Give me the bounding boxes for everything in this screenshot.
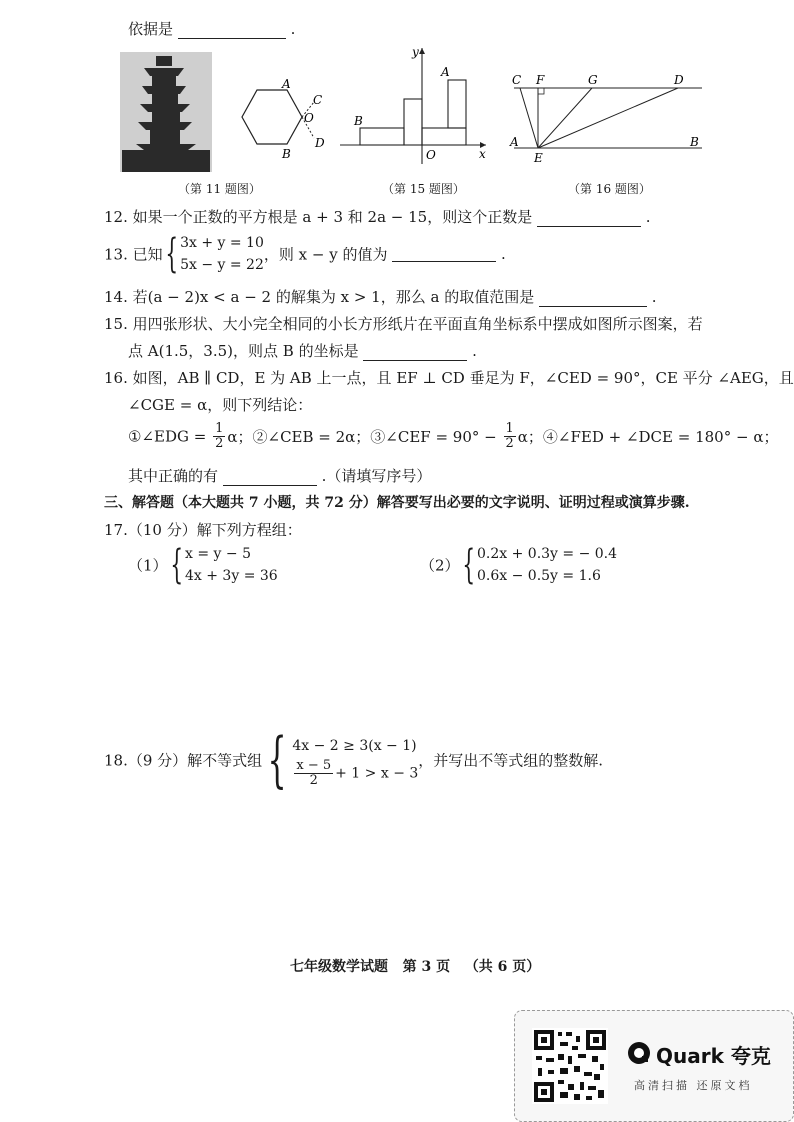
brace-symbol: {: [461, 542, 475, 588]
fig15-label-B: B: [354, 114, 363, 128]
question-16-conclusions: ①∠EDG = $\frac{1}{2}$ α；②∠CEB = 2α；③∠CEF = 90° − $\frac{1}{2}$ α；④∠FED + ∠DCE = 180° − α；: [128, 421, 779, 451]
inequality-system: 4x − 2 ≥ 3(x − 1) $\frac{x - 5}{2}$ + 1 > x − 3: [292, 737, 419, 788]
rect-right: [422, 128, 466, 145]
fig15-label-x: x: [479, 147, 486, 161]
question-13: 13. 已知{ 3x + y = 10 5x − y = 22 ，则 x − y 的值为 .: [104, 231, 506, 277]
fig16-label-E: E: [534, 151, 543, 165]
equation-system: 3x + y = 10 5x − y = 22: [180, 235, 264, 273]
question-16-line-2: ∠CGE = α，则下列结论：: [128, 396, 313, 414]
fig16-label-B: B: [690, 135, 699, 149]
question-15-line-1: 15. 用四张形状、大小完全相同的小长方形纸片在平面直角坐标系中摆成如图所示图案，若: [104, 315, 703, 333]
fig11-label-D: D: [315, 136, 325, 150]
question-17-part-1: （1）{ x = y − 5 4x + 3y = 36: [128, 542, 278, 588]
fig16-label-G: G: [588, 73, 598, 87]
q13-answer-blank[interactable]: [392, 247, 496, 262]
q15-answer-blank[interactable]: [363, 346, 467, 361]
hexagon-shape: [242, 90, 302, 144]
rect-left: [360, 128, 404, 145]
fig16-label-D: D: [674, 73, 684, 87]
fig11-label-B: B: [282, 147, 291, 161]
brace-symbol: {: [164, 231, 178, 277]
fig15-label-O: O: [426, 148, 436, 162]
question-17-part-2: （2）{ 0.2x + 0.3y = − 0.4 0.6x − 0.5y = 1.6: [420, 542, 618, 588]
figure-16: [506, 70, 706, 170]
fraction-one-half: $\frac{1}{2}$: [215, 421, 224, 451]
question-15-line-2: 点 A(1.5，3.5)，则点 B 的坐标是 .: [128, 342, 477, 360]
question-16-line-1: 16. 如图，AB ∥ CD，E 为 AB 上一点，且 EF ⊥ CD 垂足为 F，∠CED = 90°，CE 平分 ∠AEG，且: [104, 369, 794, 387]
fraction-one-half-2: $\frac{1}{2}$: [505, 421, 514, 451]
equation-system-1: x = y − 5 4x + 3y = 36: [185, 546, 278, 584]
fig16-label-A: A: [510, 135, 519, 149]
fig16-label-C: C: [512, 73, 522, 87]
question-18: 18.（9 分）解不等式组{ 4x − 2 ≥ 3(x − 1) $\frac{x - 5}{2}$ + 1 > x − 3 ，并写出不等式组的整数解.: [104, 725, 604, 795]
question-12: 12. 如果一个正数的平方根是 a + 3 和 2a − 15，则这个正数是 .: [104, 208, 651, 226]
figure-11: [120, 50, 340, 180]
rect-tall-right: [448, 80, 466, 128]
brace-symbol: {: [267, 725, 287, 795]
fig15-label-y: y: [412, 45, 419, 59]
equation-system-2: 0.2x + 0.3y = − 0.4 0.6x − 0.5y = 1.6: [477, 546, 618, 584]
q12-answer-blank[interactable]: [537, 212, 641, 227]
figure-15: [336, 42, 496, 172]
answer-blank[interactable]: [178, 24, 286, 39]
q14-answer-blank[interactable]: [539, 292, 647, 307]
q16-answer-blank[interactable]: [223, 471, 317, 486]
brace-symbol: {: [169, 542, 183, 588]
question-16-answer-line: 其中正确的有 .（请填写序号）: [128, 467, 432, 485]
page-footer: 七年级数学试题 第 3 页 （共 6 页）: [290, 959, 541, 975]
fig15-label-A: A: [441, 65, 450, 79]
answer-basis-label: 依据是: [128, 20, 174, 38]
fig11-label-A: A: [282, 77, 291, 91]
quark-brand-text: Quark 夸克: [656, 1044, 771, 1068]
qr-code-icon: [532, 1028, 608, 1104]
question-14: 14. 若(a − 2)x < a − 2 的解集为 x > 1，那么 a 的取值范围是 .: [104, 288, 657, 306]
section-3-heading: 三、解答题（本大题共 7 小题，共 72 分）解答要写出必要的文字说明、证明过程或演算步骤.: [104, 495, 690, 511]
quark-tagline: 高清扫描 还原文档: [634, 1079, 753, 1092]
fig11-label-O: O: [304, 111, 314, 125]
fraction-x-minus-5-over-2: $\frac{x - 5}{2}$: [296, 757, 332, 788]
fig16-label-F: F: [536, 73, 545, 87]
question-17-title: 17.（10 分）解下列方程组：: [104, 521, 302, 539]
figure-16-caption: （第 16 题图）: [568, 182, 651, 196]
figure-11-caption: （第 11 题图）: [178, 182, 261, 196]
answer-basis-line: 依据是 .: [128, 20, 296, 38]
rect-tall-left: [404, 99, 422, 145]
fig11-label-C: C: [313, 93, 323, 107]
figure-15-caption: （第 15 题图）: [382, 182, 465, 196]
quark-logo-icon: [626, 1040, 652, 1066]
